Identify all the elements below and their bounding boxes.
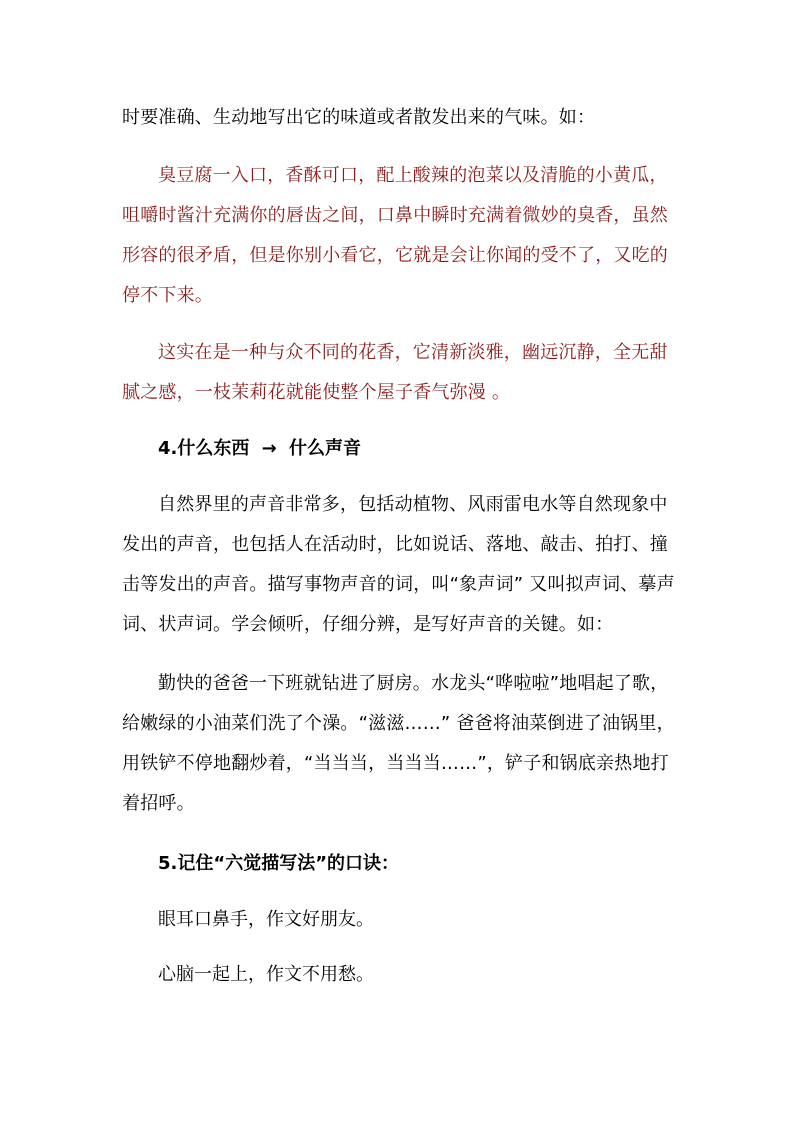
right-arrow-icon: → xyxy=(261,438,277,459)
example-smell-jasmine: 这实在是一种与众不同的花香，它清新淡雅，幽远沉静，全无甜腻之感，一枝茉莉花就能使整个屋子香气弥漫 。 xyxy=(122,342,668,403)
section-4-title: 4.什么东西 xyxy=(158,438,250,459)
section-5-heading: 5.记住“六觉描写法”的口诀： xyxy=(158,853,400,874)
section-4-target: 什么声音 xyxy=(289,438,362,459)
sound-example: 勤快的爸爸一下班就钻进了厨房。水龙头“哗啦啦”地唱起了歌，给嫩绿的小油菜们洗了个澡。“滋滋……” 爸爸将油菜倒进了油锅里，用铁铲不停地翻炒着，“当当当，当当当……”，铲子和锅底亲热地打着招呼。 xyxy=(122,673,675,814)
section-4-heading xyxy=(158,429,361,469)
mnemonic-line-1: 眼耳口鼻手，作文好朋友。 xyxy=(158,909,374,930)
example-smell-stinky-tofu: 臭豆腐一入口，香酥可口，配上酸辣的泡菜以及清脆的小黄瓜，咀嚼时酱汁充满你的唇齿之间，口鼻中瞬时充满着微妙的臭香，虽然形容的很矛盾，但是你别小看它，它就是会让你闻的受不了，又吃的停不下来。 xyxy=(122,165,668,306)
intro-line: 时要准确、生动地写出它的味道或者散发出来的气味。如： xyxy=(122,107,596,128)
mnemonic-line-2: 心脑一起上，作文不用愁。 xyxy=(158,964,374,985)
sound-explanation: 自然界里的声音非常多，包括动植物、风雨雷电水等自然现象中发出的声音，也包括人在活动时，比如说话、落地、敲击、拍打、撞击等发出的声音。描写事物声音的词，叫“象声词” 又叫拟声词、摹声词、状声词。学会倾听，仔细分辨，是写好声音的关键。如： xyxy=(122,494,675,635)
